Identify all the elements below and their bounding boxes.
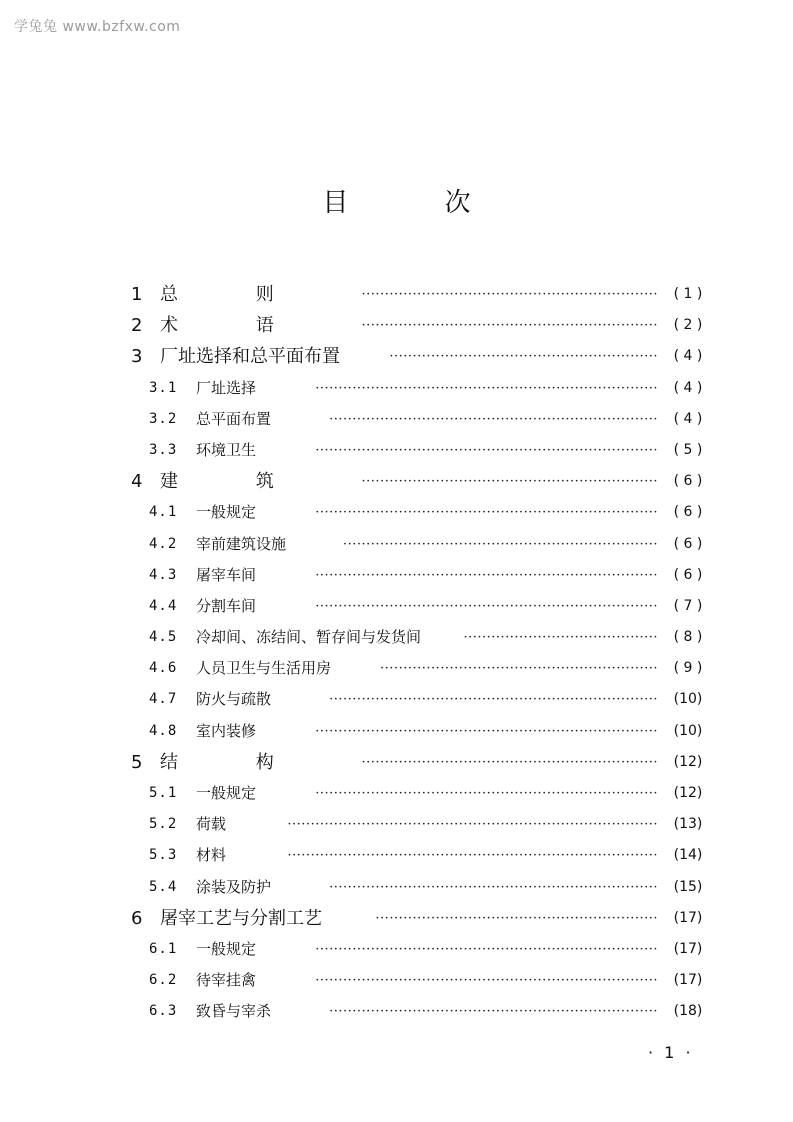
toc-entry[interactable]: [0, 809, 793, 840]
toc-entry[interactable]: [0, 591, 793, 622]
toc-entry-page: ( 6 ): [673, 504, 703, 521]
table-of-contents: [0, 279, 793, 1028]
toc-entry-page: (17): [673, 909, 703, 926]
toc-entry-page: (15): [673, 878, 703, 895]
toc-entry[interactable]: [0, 653, 793, 684]
toc-entry-title: 厂址选择和总平面布置: [160, 346, 340, 368]
toc-entry-page: (18): [673, 1003, 703, 1020]
toc-leader-dots: ································································: [361, 754, 658, 770]
toc-entry-page: ( 2 ): [673, 317, 703, 334]
toc-entry[interactable]: [0, 529, 793, 560]
toc-entry-page: ( 9 ): [673, 660, 703, 677]
toc-entry-number: 4.1: [149, 504, 178, 521]
toc-leader-dots: ····································································: [343, 536, 658, 552]
toc-entry[interactable]: [0, 840, 793, 871]
toc-leader-dots: ································································: [361, 318, 658, 334]
toc-leader-dots: ································································: [361, 287, 658, 302]
toc-entry-number: 3.2: [149, 410, 178, 427]
toc-leader-dots: ··········································: [463, 630, 658, 646]
toc-entry-title: 室内装修: [196, 721, 257, 740]
toc-entry-page: ( 6 ): [673, 535, 703, 552]
toc-entry[interactable]: [0, 404, 793, 435]
toc-entry[interactable]: [0, 497, 793, 528]
toc-entry-page: ( 6 ): [673, 566, 703, 583]
toc-entry[interactable]: [0, 310, 793, 341]
toc-leader-dots: ··········································································: [315, 723, 658, 739]
toc-entry-title: 宰前建筑设施: [196, 534, 287, 553]
toc-leader-dots: ················································································: [287, 817, 658, 833]
toc-entry-title: 致昏与宰杀: [196, 1002, 272, 1021]
toc-entry-title: 术 语: [160, 315, 310, 337]
toc-entry-title: 厂址选择: [196, 378, 257, 397]
toc-entry-page: (10): [673, 691, 703, 708]
toc-entry-number: 3: [131, 346, 143, 368]
toc-leader-dots: ··········································································: [315, 786, 658, 801]
toc-leader-dots: ·······································································: [329, 411, 658, 427]
toc-entry[interactable]: [0, 778, 793, 809]
toc-entry-page: (10): [673, 722, 703, 739]
toc-entry-page: ( 6 ): [673, 473, 703, 490]
toc-entry[interactable]: [0, 872, 793, 903]
toc-entry-page: ( 1 ): [673, 286, 703, 302]
toc-entry-number: 4.8: [149, 722, 178, 739]
toc-entry-number: 4: [131, 471, 143, 493]
toc-entry-number: 4.3: [149, 566, 178, 583]
toc-entry[interactable]: [0, 903, 793, 934]
toc-entry-page: ( 7 ): [673, 597, 703, 614]
toc-entry-page: (12): [673, 785, 703, 801]
toc-entry[interactable]: [0, 435, 793, 466]
toc-entry-page: ( 4 ): [673, 379, 703, 396]
toc-entry-number: 5.4: [149, 878, 178, 895]
toc-entry-page: ( 4 ): [673, 348, 703, 365]
toc-entry-number: 1: [131, 284, 143, 305]
toc-entry-page: (17): [673, 940, 703, 957]
toc-entry-title: 一般规定: [196, 939, 257, 958]
toc-entry[interactable]: [0, 747, 793, 778]
toc-entry[interactable]: [0, 716, 793, 747]
toc-entry-title: 总平面布置: [196, 409, 272, 428]
page-number: · 1 ·: [648, 1043, 694, 1062]
toc-leader-dots: ··········································································: [315, 973, 658, 989]
toc-entry-number: 3.1: [149, 379, 178, 396]
toc-leader-dots: ····························································: [380, 661, 658, 677]
toc-entry-number: 6: [131, 907, 143, 929]
toc-leader-dots: ·······································································: [329, 1004, 658, 1020]
toc-entry[interactable]: [0, 560, 793, 591]
toc-leader-dots: ··········································································: [315, 505, 658, 521]
toc-entry[interactable]: [0, 373, 793, 404]
toc-entry-number: 4.7: [149, 691, 178, 708]
toc-leader-dots: ··········································································: [315, 567, 658, 583]
toc-entry-title: 分割车间: [196, 596, 257, 615]
toc-leader-dots: ·····························································: [375, 910, 658, 926]
toc-leader-dots: ················································································: [287, 848, 658, 864]
toc-entry-number: 6.1: [149, 940, 178, 957]
toc-entry-number: 4.6: [149, 660, 178, 677]
toc-entry-number: 2: [131, 315, 143, 337]
toc-leader-dots: ··········································································: [315, 598, 658, 614]
toc-entry-number: 3.3: [149, 441, 178, 458]
toc-leader-dots: ·······································································: [329, 692, 658, 708]
toc-entry-number: 5.3: [149, 847, 178, 864]
toc-entry[interactable]: [0, 996, 793, 1027]
toc-leader-dots: ··········································································: [315, 442, 658, 458]
page-title: 目 次: [322, 188, 515, 218]
toc-entry-page: ( 5 ): [673, 441, 703, 458]
toc-entry-number: 4.4: [149, 597, 178, 614]
toc-entry[interactable]: [0, 466, 793, 497]
toc-leader-dots: ··········································································: [315, 380, 658, 396]
toc-entry-number: 5: [131, 751, 143, 773]
toc-entry-title: 屠宰工艺与分割工艺: [160, 907, 322, 929]
toc-leader-dots: ·······································································: [329, 879, 658, 895]
toc-entry-title: 荷载: [196, 815, 227, 834]
watermark: 学兔兔 www.bzfxw.com: [14, 19, 181, 35]
toc-entry-title: 材料: [196, 846, 227, 865]
toc-entry[interactable]: [0, 341, 793, 372]
toc-entry-title: 建 筑: [160, 471, 310, 493]
toc-entry-page: ( 4 ): [673, 410, 703, 427]
toc-entry-page: (12): [673, 753, 703, 770]
toc-leader-dots: ··························································: [389, 349, 658, 365]
toc-entry-title: 冷却间、冻结间、暂存间与发货间: [196, 628, 422, 647]
toc-entry[interactable]: [0, 965, 793, 996]
toc-entry[interactable]: [0, 279, 793, 310]
toc-entry-number: 5.1: [149, 785, 178, 801]
toc-entry-number: 4.5: [149, 629, 178, 646]
toc-entry[interactable]: [0, 684, 793, 715]
toc-entry-title: 一般规定: [196, 784, 257, 802]
toc-entry-title: 待宰挂禽: [196, 971, 257, 990]
toc-entry[interactable]: [0, 934, 793, 965]
toc-entry-title: 结 构: [160, 751, 310, 773]
toc-entry-number: 4.2: [149, 535, 178, 552]
toc-leader-dots: ································································: [361, 474, 658, 490]
toc-entry-number: 5.2: [149, 816, 178, 833]
toc-entry-title: 总 则: [160, 284, 310, 305]
toc-entry-title: 屠宰车间: [196, 565, 257, 584]
toc-entry-page: (17): [673, 972, 703, 989]
toc-entry-title: 环境卫生: [196, 440, 257, 459]
toc-entry-title: 涂装及防护: [196, 877, 272, 896]
toc-entry-page: (14): [673, 847, 703, 864]
toc-entry-number: 6.3: [149, 1003, 178, 1020]
toc-entry-title: 一般规定: [196, 503, 257, 522]
toc-entry[interactable]: [0, 622, 793, 653]
toc-leader-dots: ··········································································: [315, 941, 658, 957]
toc-entry-page: ( 8 ): [673, 629, 703, 646]
toc-entry-title: 防火与疏散: [196, 690, 272, 709]
toc-entry-number: 6.2: [149, 972, 178, 989]
toc-entry-title: 人员卫生与生活用房: [196, 659, 332, 678]
toc-entry-page: (13): [673, 816, 703, 833]
